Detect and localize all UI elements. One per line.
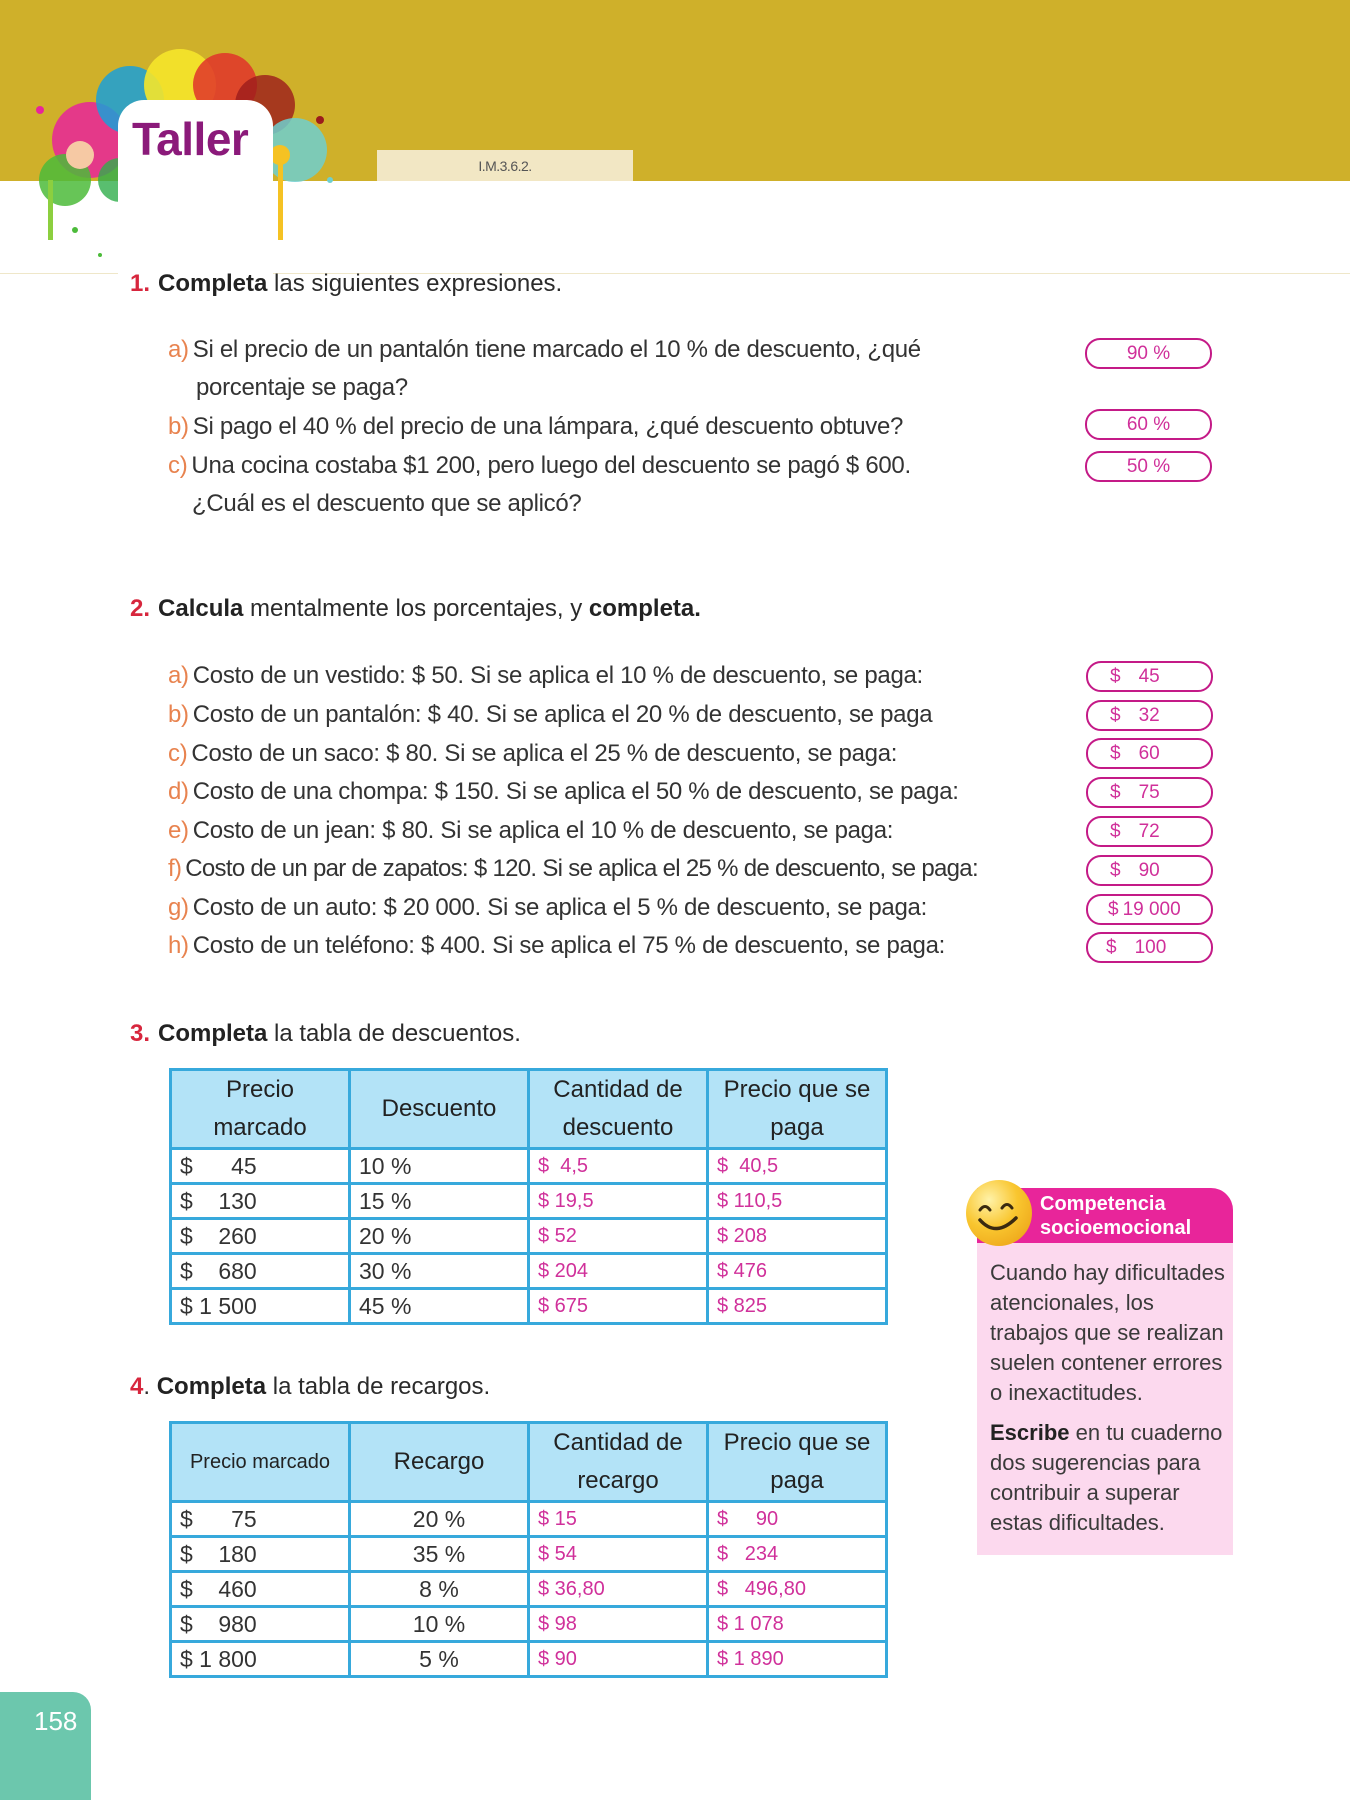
- table-row: [171, 1149, 887, 1184]
- exercise-instruction: la tabla de recargos.: [266, 1373, 491, 1400]
- exercise-number: 1.: [130, 270, 151, 297]
- cell-pct: 30 %: [350, 1254, 529, 1289]
- cell-pct: 10 %: [350, 1149, 529, 1184]
- table-row: [171, 1289, 887, 1324]
- table-row: [171, 1254, 887, 1289]
- item-text: Costo de un saco: $ 80. Si se aplica el 25 % de descuento, se paga:: [191, 740, 898, 767]
- item-text: Costo de un teléfono: $ 400. Si se aplica el 75 % de descuento, se paga:: [192, 932, 946, 959]
- item-text: Si pago el 40 % del precio de una lámpara, ¿qué descuento obtuve?: [192, 413, 904, 440]
- item-letter: a): [168, 336, 189, 363]
- answer-field-2a[interactable]: [1086, 661, 1213, 692]
- cell-paid-answer[interactable]: $ 234: [708, 1537, 887, 1572]
- cell-pct: 5 %: [350, 1642, 529, 1677]
- exercise-2-heading: [130, 595, 701, 623]
- table-row: [171, 1184, 887, 1219]
- item-text: Costo de un pantalón: $ 40. Si se aplica el 20 % de descuento, se paga: [192, 701, 933, 728]
- answer-field-1c[interactable]: 50 %: [1085, 451, 1212, 482]
- number-dot: .: [143, 1373, 157, 1400]
- item-letter: c): [168, 452, 188, 479]
- cell-amount-answer[interactable]: $ 19,5: [529, 1184, 708, 1219]
- cell-amount-answer[interactable]: $ 52: [529, 1219, 708, 1254]
- answer-value: 45: [1138, 665, 1160, 687]
- cell-price: $ 130: [171, 1184, 350, 1219]
- cell-amount-answer[interactable]: $ 98: [529, 1607, 708, 1642]
- cell-price: $ 460: [171, 1572, 350, 1607]
- ex2-item-h: [168, 932, 945, 960]
- col-header-discount: Descuento: [350, 1070, 529, 1149]
- cell-amount-answer[interactable]: $ 4,5: [529, 1149, 708, 1184]
- cell-amount-answer[interactable]: $ 675: [529, 1289, 708, 1324]
- answer-value: 72: [1138, 820, 1160, 842]
- item-text: Costo de una chompa: $ 150. Si se aplica el 50 % de descuento, se paga:: [192, 778, 959, 805]
- ex2-item-g: [168, 894, 927, 922]
- currency-symbol: $: [1110, 704, 1121, 726]
- item-letter: h): [168, 932, 189, 959]
- ex1-item-a: [168, 336, 921, 364]
- surcharge-table: [169, 1421, 888, 1678]
- socioemotional-title: [1040, 1192, 1191, 1240]
- cell-paid-answer[interactable]: $ 1 890: [708, 1642, 887, 1677]
- page-number: 158: [34, 1706, 78, 1736]
- item-text: Si el precio de un pantalón tiene marcado el 10 % de descuento, ¿qué: [192, 336, 921, 363]
- answer-field-2g[interactable]: [1086, 894, 1213, 925]
- cell-paid-answer[interactable]: $ 110,5: [708, 1184, 887, 1219]
- item-letter: g): [168, 894, 189, 921]
- answer-value: 75: [1138, 781, 1160, 803]
- ex1-item-c-cont: ¿Cuál es el descuento que se aplicó?: [192, 490, 582, 517]
- ex2-item-d: [168, 778, 959, 806]
- exercise-instruction: mentalmente los porcentajes, y: [243, 595, 589, 622]
- cell-price: $ 45: [171, 1149, 350, 1184]
- col-header-surcharge: Recargo: [350, 1423, 529, 1502]
- currency-symbol: $: [1110, 820, 1121, 842]
- table-row: [171, 1572, 887, 1607]
- col-header-paid-price: Precio que se paga: [708, 1423, 887, 1502]
- exercise-number: 2.: [130, 595, 151, 622]
- cell-paid-answer[interactable]: $ 825: [708, 1289, 887, 1324]
- exercise-4-heading: [130, 1373, 490, 1401]
- ex2-item-c: [168, 740, 897, 768]
- ex2-item-a: [168, 662, 923, 690]
- col-header-marked-price: Precio marcado: [171, 1070, 350, 1149]
- currency-symbol: $: [1110, 742, 1121, 764]
- col-header-surcharge-amount: Cantidad de recargo: [529, 1423, 708, 1502]
- item-text: Costo de un par de zapatos: $ 120. Si se aplica el 25 % de descuento, se paga:: [185, 855, 978, 882]
- col-header-discount-amount: Cantidad de descuento: [529, 1070, 708, 1149]
- ex2-item-b: [168, 701, 932, 729]
- col-header-marked-price: Precio marcado: [171, 1423, 350, 1502]
- cell-paid-answer[interactable]: $ 40,5: [708, 1149, 887, 1184]
- title-line-1: Competencia: [1040, 1193, 1166, 1215]
- table-row: [171, 1537, 887, 1572]
- paragraph-2-verb: Escribe: [990, 1420, 1070, 1445]
- answer-value: 60: [1138, 742, 1160, 764]
- exercise-verb: Completa: [158, 270, 268, 297]
- answer-field-2b[interactable]: [1086, 700, 1213, 731]
- currency-symbol: $: [1110, 859, 1121, 881]
- ex2-item-f: [168, 855, 978, 883]
- paragraph-2-text: en tu cuaderno dos sugerencias para contribuir a superar estas dificultades.: [990, 1420, 1223, 1535]
- cell-pct: 15 %: [350, 1184, 529, 1219]
- exercise-number: 4: [130, 1373, 144, 1400]
- ex1-item-c: [168, 452, 911, 480]
- currency-symbol: $: [1110, 665, 1121, 687]
- exercise-verb: Completa: [156, 1373, 267, 1400]
- exercise-instruction: las siguientes expresiones.: [267, 270, 563, 297]
- cell-amount-answer[interactable]: $ 90: [529, 1642, 708, 1677]
- cell-paid-answer[interactable]: $ 208: [708, 1219, 887, 1254]
- discount-table: [169, 1068, 888, 1325]
- answer-value: 90: [1138, 859, 1160, 881]
- exercise-instruction: la tabla de descuentos.: [267, 1020, 521, 1047]
- answer-value: 19 000: [1122, 898, 1181, 920]
- cell-price: $ 1 500: [171, 1289, 350, 1324]
- cell-price: $ 75: [171, 1502, 350, 1537]
- cell-price: $ 260: [171, 1219, 350, 1254]
- paragraph-1: Cuando hay dificultades atencionales, los trabajos que se realizan suelen contener errores o inexactitudes.: [990, 1260, 1225, 1405]
- cell-price: $ 1 800: [171, 1642, 350, 1677]
- item-letter: b): [168, 413, 189, 440]
- ex1-item-b: [168, 413, 903, 441]
- table-row: [171, 1219, 887, 1254]
- cell-paid-answer[interactable]: $ 476: [708, 1254, 887, 1289]
- table-header-row: [171, 1423, 887, 1502]
- title-line-2: socioemocional: [1040, 1217, 1192, 1239]
- currency-symbol: $: [1110, 781, 1121, 803]
- cell-amount-answer[interactable]: $ 204: [529, 1254, 708, 1289]
- col-header-paid-price: Precio que se paga: [708, 1070, 887, 1149]
- currency-symbol: $: [1108, 898, 1119, 920]
- item-letter: d): [168, 778, 189, 805]
- cell-pct: 45 %: [350, 1289, 529, 1324]
- smiley-face-icon: [966, 1180, 1032, 1246]
- indicator-code: I.M.3.6.2.: [377, 150, 633, 181]
- cell-pct: 20 %: [350, 1219, 529, 1254]
- exercise-3-heading: [130, 1020, 521, 1048]
- item-letter: f): [168, 855, 182, 882]
- cell-paid-answer[interactable]: $ 90: [708, 1502, 887, 1537]
- cell-pct: 10 %: [350, 1607, 529, 1642]
- answer-field-1a[interactable]: 90 %: [1085, 338, 1212, 369]
- table-row: [171, 1607, 887, 1642]
- item-text: Una cocina costaba $1 200, pero luego del descuento se pagó $ 600.: [191, 452, 911, 479]
- answer-field-2d[interactable]: [1086, 777, 1213, 808]
- cell-pct: 35 %: [350, 1537, 529, 1572]
- paragraph-2: [990, 1418, 1230, 1538]
- cell-pct: 20 %: [350, 1502, 529, 1537]
- answer-field-2e[interactable]: [1086, 816, 1213, 847]
- answer-field-2c[interactable]: [1086, 738, 1213, 769]
- answer-field-2f[interactable]: [1086, 855, 1213, 886]
- cell-paid-answer[interactable]: $ 1 078: [708, 1607, 887, 1642]
- answer-value: 32: [1138, 704, 1160, 726]
- item-letter: a): [168, 662, 189, 689]
- cell-paid-answer[interactable]: $ 496,80: [708, 1572, 887, 1607]
- cell-pct: 8 %: [350, 1572, 529, 1607]
- item-text: Costo de un auto: $ 20 000. Si se aplica el 5 % de descuento, se paga:: [192, 894, 927, 921]
- exercise-1-heading: [130, 270, 562, 298]
- cell-amount-answer[interactable]: $ 15: [529, 1502, 708, 1537]
- table-row: [171, 1642, 887, 1677]
- cell-amount-answer[interactable]: $ 36,80: [529, 1572, 708, 1607]
- item-text: Costo de un jean: $ 80. Si se aplica el 10 % de descuento, se paga:: [192, 817, 894, 844]
- socioemotional-text: [990, 1258, 1230, 1548]
- item-text: Costo de un vestido: $ 50. Si se aplica el 10 % de descuento, se paga:: [192, 662, 923, 689]
- exercise-verb-2: completa.: [588, 595, 701, 622]
- ex2-item-e: [168, 817, 893, 845]
- item-letter: c): [168, 740, 188, 767]
- currency-symbol: $: [1106, 936, 1117, 958]
- item-letter: b): [168, 701, 189, 728]
- answer-value: 100: [1134, 936, 1167, 958]
- ex1-item-a-cont: porcentaje se paga?: [196, 374, 408, 401]
- answer-field-1b[interactable]: 60 %: [1085, 409, 1212, 440]
- cell-amount-answer[interactable]: $ 54: [529, 1537, 708, 1572]
- table-row: [171, 1502, 887, 1537]
- exercise-number: 3.: [130, 1020, 151, 1047]
- cell-price: $ 980: [171, 1607, 350, 1642]
- answer-field-2h[interactable]: [1086, 932, 1213, 963]
- exercise-verb: Calcula: [158, 595, 244, 622]
- exercise-verb: Completa: [158, 1020, 268, 1047]
- item-letter: e): [168, 817, 189, 844]
- smiley-features: [966, 1180, 1032, 1246]
- section-title: Taller: [132, 113, 249, 165]
- cell-price: $ 680: [171, 1254, 350, 1289]
- cell-price: $ 180: [171, 1537, 350, 1572]
- table-header-row: [171, 1070, 887, 1149]
